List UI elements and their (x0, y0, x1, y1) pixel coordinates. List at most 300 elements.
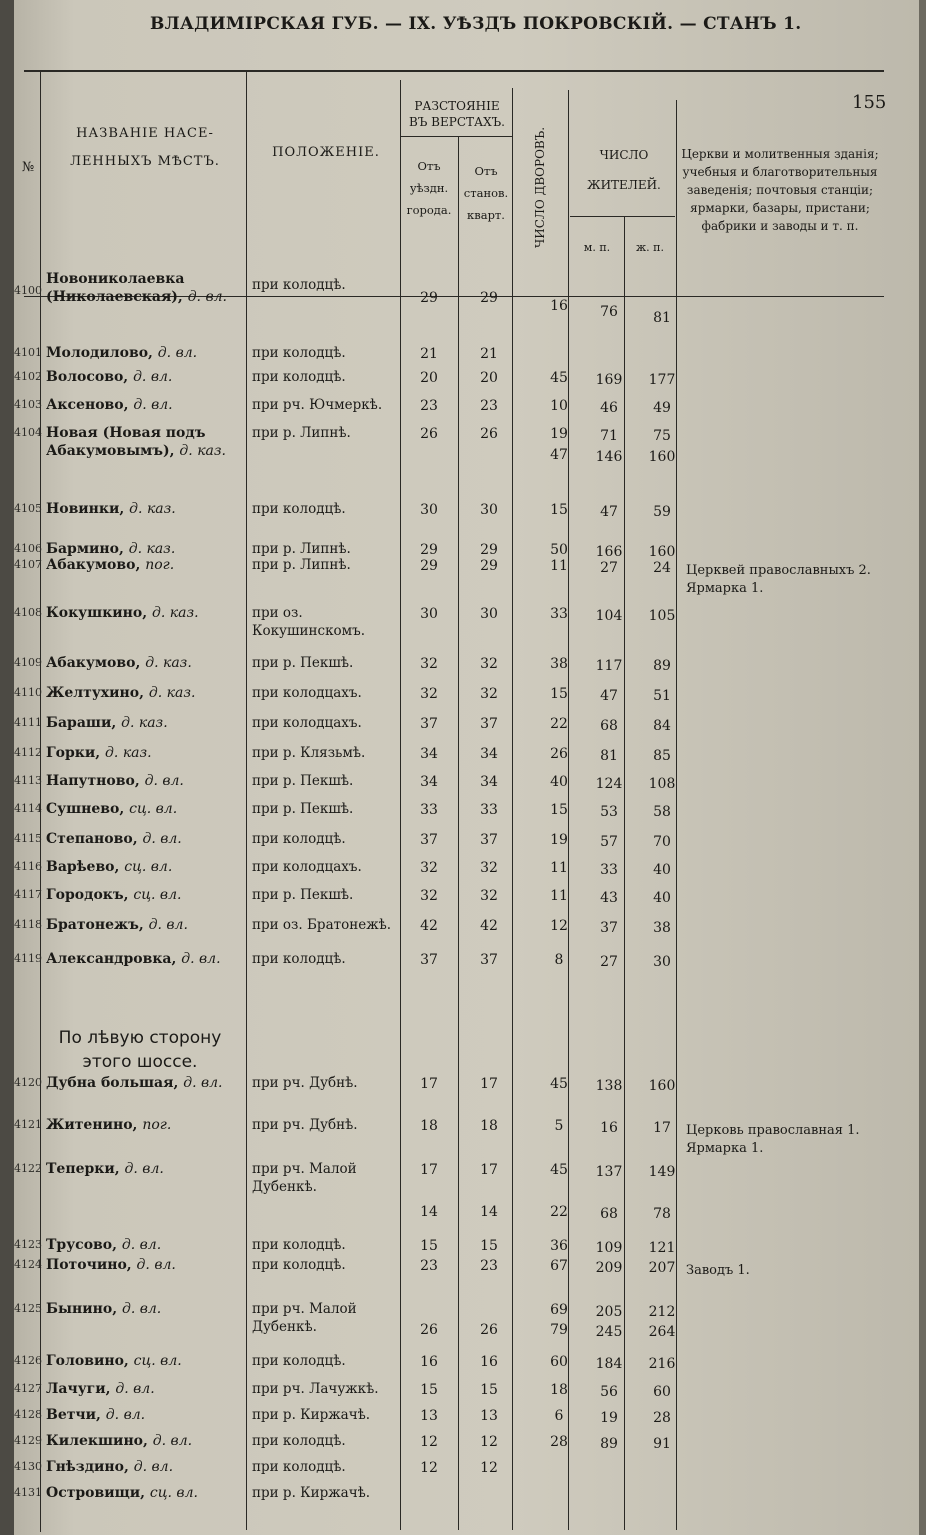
row-number: 4130 (14, 1460, 42, 1473)
female-count: 91 (653, 1436, 671, 1452)
col-households-header: ЧИСЛО ДВОРОВЪ. (533, 126, 547, 248)
row-number: 4123 (14, 1238, 42, 1251)
row-number: 4127 (14, 1382, 42, 1395)
place-kind: д. вл. (105, 1407, 146, 1423)
table-row (14, 772, 884, 794)
row-number: 4104 (14, 426, 42, 439)
place-notes: Церковь православная 1. Ярмарка 1. (686, 1123, 860, 1156)
female-count: 51 (653, 688, 671, 704)
distance-camp: 23 (480, 398, 498, 414)
place-name: Новониколаевка (Николаевская), д. вл. (46, 271, 227, 305)
place-kind: сц. вл. (133, 1353, 182, 1369)
female-count: 81 (653, 310, 671, 326)
place-position: при р. Пекшѣ. (252, 655, 354, 671)
distance-town: 17 (420, 1162, 438, 1178)
male-count: 169 (595, 372, 623, 388)
distance-camp: 17 (480, 1162, 498, 1178)
households: 15 (550, 802, 568, 818)
row-number: 4109 (14, 656, 42, 669)
place-kind: пог. (142, 1117, 172, 1133)
place-position: при колодцѣ. (252, 369, 346, 385)
place-position: при р. Липнѣ. (252, 541, 351, 557)
female-count: 28 (653, 1410, 671, 1426)
distance-town: 16 (420, 1354, 438, 1370)
households: 5 (554, 1118, 564, 1134)
male-count: 47 (600, 688, 618, 704)
place-kind: д. вл. (152, 1433, 193, 1449)
female-count: 105 (648, 608, 676, 624)
table-row (14, 1202, 884, 1224)
male-count: 71 (600, 428, 618, 444)
distance-town: 20 (420, 370, 438, 386)
place-position: при р. Пекшѣ. (252, 773, 354, 789)
distance-town: 26 (420, 1322, 438, 1338)
female-count: 38 (653, 920, 671, 936)
households: 26 (550, 746, 568, 762)
section-heading-line2: этого шоссе. (82, 1052, 198, 1072)
place-position: при р. Пекшѣ. (252, 801, 354, 817)
place-name (46, 772, 246, 790)
place-position: при колодцахъ. (252, 859, 362, 875)
table-row (14, 1256, 884, 1278)
col-notes-header: Церкви и молитвенныя зданія; учебныя и благотворительныя заведенія; почтовыя станціи; ярмарки, базары, пристани; фабрики и заводы и т. п. (681, 147, 879, 233)
distance-camp: 14 (480, 1204, 498, 1220)
distance-camp: 26 (480, 1322, 498, 1338)
place-name (46, 1160, 246, 1178)
households: 60 (550, 1354, 568, 1370)
male-count: 46 (600, 400, 618, 416)
row-number: 4116 (14, 860, 42, 873)
place-kind: сц. вл. (149, 1485, 198, 1501)
distance-town: 23 (420, 398, 438, 414)
col-male-header: м. п. (583, 241, 611, 254)
place-name (46, 1406, 246, 1424)
section-heading (40, 1026, 240, 1074)
male-count: 19 (600, 1410, 618, 1426)
male-count: 27 (600, 560, 618, 576)
place-position: при р. Киржачѣ. (252, 1407, 371, 1423)
male-count: 104 (595, 608, 623, 624)
distance-town: 12 (420, 1434, 438, 1450)
inhabitants-subrule (570, 216, 675, 217)
table-row (14, 916, 884, 938)
place-name-text: Килекшино, (46, 1433, 148, 1449)
households: 36 (550, 1238, 568, 1254)
place-name (46, 950, 246, 968)
households: 79 (550, 1322, 568, 1338)
households: 6 (554, 1408, 564, 1424)
table-row (14, 1074, 884, 1096)
place-position: при оз. Кокушинскомъ. (252, 605, 366, 639)
male-count: 184 (595, 1356, 623, 1372)
place-name (46, 604, 246, 622)
distance-town: 32 (420, 656, 438, 672)
place-kind: д. вл. (121, 1301, 162, 1317)
distance-town: 34 (420, 774, 438, 790)
distance-subrule (400, 136, 512, 137)
place-kind: д. вл. (142, 831, 182, 847)
distance-camp: 37 (480, 716, 498, 732)
place-position: при колодцѣ. (252, 1433, 346, 1449)
households: 47 (550, 447, 568, 463)
row-number: 4121 (14, 1118, 42, 1131)
place-kind: д. вл. (183, 1075, 223, 1091)
distance-camp: 20 (480, 370, 498, 386)
female-count: 58 (653, 804, 671, 820)
place-position: при колодцѣ. (252, 345, 346, 361)
female-count: 121 (648, 1240, 676, 1256)
households: 67 (550, 1258, 568, 1274)
place-kind: д. каз. (148, 685, 196, 701)
female-count: 78 (653, 1206, 671, 1222)
place-kind: д. каз. (145, 655, 192, 671)
place-position: при оз. Братонежѣ. (252, 917, 392, 933)
place-name (46, 1116, 246, 1134)
place-kind: д. каз. (152, 605, 199, 621)
row-number: 4125 (14, 1302, 42, 1315)
table-row (14, 445, 884, 467)
row-number: 4120 (14, 1076, 42, 1089)
place-position: при колодцѣ. (252, 501, 346, 517)
place-name-text: Головино, (46, 1353, 129, 1369)
distance-camp: 23 (480, 1258, 498, 1274)
place-position: при рч. Ючмеркѣ. (252, 397, 383, 413)
place-kind: д. каз. (121, 715, 168, 731)
female-count: 17 (653, 1120, 671, 1136)
female-count: 75 (653, 428, 671, 444)
row-number: 4110 (14, 686, 42, 699)
place-name-text: Аксеново, (46, 397, 129, 413)
place-name (46, 916, 246, 934)
distance-town: 29 (420, 542, 438, 558)
place-name-text: Лачуги, (46, 1381, 111, 1397)
place-notes: Заводъ 1. (686, 1263, 750, 1278)
row-number: 4117 (14, 888, 42, 901)
row-number: 4113 (14, 774, 42, 787)
households: 10 (550, 398, 568, 414)
row-number: 4129 (14, 1434, 42, 1447)
distance-camp: 37 (480, 832, 498, 848)
col-distance-header: РАЗСТОЯНІЕ ВЪ ВЕРСТАХЪ. (409, 99, 505, 129)
female-count: 207 (648, 1260, 676, 1276)
male-count: 33 (600, 862, 618, 878)
distance-camp: 18 (480, 1118, 498, 1134)
place-name-text: Бараши, (46, 715, 117, 731)
female-count: 216 (648, 1356, 676, 1372)
distance-town: 15 (420, 1382, 438, 1398)
distance-camp: 29 (480, 290, 498, 306)
female-count: 160 (648, 1078, 676, 1094)
place-name-text: Степаново, (46, 831, 138, 847)
male-count: 68 (600, 718, 618, 734)
place-kind: д. вл. (115, 1381, 155, 1397)
distance-camp: 29 (480, 542, 498, 558)
place-position: при р. Клязьмѣ. (252, 745, 366, 761)
place-notes: Церквей православныхъ 2. Ярмарка 1. (686, 563, 871, 596)
distance-town: 12 (420, 1460, 438, 1476)
place-position: при р. Липнѣ. (252, 425, 351, 441)
row-number: 4118 (14, 918, 42, 931)
female-count: 160 (648, 449, 676, 465)
col-inhabitants-header: ЧИСЛО ЖИТЕЛЕЙ. (587, 148, 661, 192)
place-name (46, 714, 246, 732)
table-row (14, 1484, 884, 1506)
table-row (14, 556, 884, 596)
place-position: при рч. Дубнѣ. (252, 1075, 358, 1091)
row-number: 4111 (14, 716, 42, 729)
place-kind: д. каз. (105, 745, 152, 761)
distance-town: 42 (420, 918, 438, 934)
place-name-text: Бармино, (46, 541, 124, 557)
place-position: при рч. Дубнѣ. (252, 1117, 358, 1133)
households: 11 (550, 860, 568, 876)
distance-town: 23 (420, 1258, 438, 1274)
place-name (46, 1484, 246, 1502)
table-row (14, 368, 884, 390)
table-row (14, 604, 884, 639)
row-number: 4131 (14, 1486, 42, 1499)
place-name-text: Братонежъ, (46, 917, 144, 933)
male-count: 166 (595, 544, 623, 560)
households: 40 (550, 774, 568, 790)
row-number: 4126 (14, 1354, 42, 1367)
place-name-text: Кокушкино, (46, 605, 148, 621)
households: 45 (550, 1076, 568, 1092)
male-count: 205 (595, 1304, 623, 1320)
distance-camp: 30 (480, 502, 498, 518)
page-number: 155 (852, 92, 887, 113)
table-row (14, 744, 884, 766)
place-name (46, 556, 246, 574)
col-from-town-header: Отъ уѣздн. города. (406, 159, 452, 217)
distance-town: 17 (420, 1076, 438, 1092)
distance-camp: 16 (480, 1354, 498, 1370)
female-count: 108 (648, 776, 676, 792)
row-number: 4115 (14, 832, 42, 845)
place-name-text: Островищи, (46, 1485, 146, 1501)
female-count: 40 (653, 862, 671, 878)
place-name (46, 858, 246, 876)
place-name-text: Поточино, (46, 1257, 132, 1273)
female-count: 24 (653, 560, 671, 576)
households: 22 (550, 1204, 568, 1220)
place-position: при колодцѣ. (252, 277, 346, 293)
place-kind: д. вл. (148, 917, 188, 933)
distance-camp: 32 (480, 888, 498, 904)
households: 38 (550, 656, 568, 672)
distance-camp: 12 (480, 1434, 498, 1450)
place-name (46, 1432, 246, 1450)
place-name-text: Сушнево, (46, 801, 125, 817)
households: 33 (550, 606, 568, 622)
table-row (14, 714, 884, 736)
place-kind: д. каз. (179, 443, 226, 459)
distance-town: 37 (420, 716, 438, 732)
households: 11 (550, 888, 568, 904)
distance-town: 29 (420, 290, 438, 306)
male-count: 47 (600, 504, 618, 520)
male-count: 76 (600, 304, 618, 320)
male-count: 68 (600, 1206, 618, 1222)
female-count: 264 (648, 1324, 676, 1340)
table-row (14, 1236, 884, 1258)
table-row (14, 830, 884, 852)
page-header: ВЛАДИМІРСКАЯ ГУБ. — IX. УѢЗДЪ ПОКРОВСКІЙ. — СТАНЪ 1. (150, 14, 802, 34)
distance-town: 34 (420, 746, 438, 762)
male-count: 124 (595, 776, 623, 792)
place-name (46, 1352, 246, 1370)
place-name (46, 830, 246, 848)
table-row (14, 1406, 884, 1428)
distance-town: 37 (420, 832, 438, 848)
place-name-text: Городокъ, (46, 887, 129, 903)
male-count: 81 (600, 748, 618, 764)
distance-town: 33 (420, 802, 438, 818)
female-count: 84 (653, 718, 671, 734)
table-row (14, 396, 884, 418)
distance-town: 14 (420, 1204, 438, 1220)
male-count: 43 (600, 890, 618, 906)
female-count: 85 (653, 748, 671, 764)
place-name-text: Молодилово, (46, 345, 153, 361)
place-name (46, 1458, 246, 1476)
place-kind: д. каз. (129, 501, 176, 517)
table-row (14, 950, 884, 972)
female-count: 40 (653, 890, 671, 906)
table-row (14, 1352, 884, 1374)
place-kind: сц. вл. (124, 859, 173, 875)
male-count: 53 (600, 804, 618, 820)
households: 18 (550, 1382, 568, 1398)
female-count: 149 (648, 1164, 676, 1180)
place-name (46, 654, 246, 672)
place-position: при колодцѣ. (252, 1353, 346, 1369)
table-row (14, 1432, 884, 1454)
place-name-text: Желтухино, (46, 685, 144, 701)
place-kind: сц. вл. (129, 801, 178, 817)
place-name-text: Абакумово, (46, 655, 141, 671)
place-name-text: Абакумово, (46, 557, 141, 573)
table-row (14, 344, 884, 366)
male-count: 138 (595, 1078, 623, 1094)
distance-town: 15 (420, 1238, 438, 1254)
distance-camp: 15 (480, 1382, 498, 1398)
male-count: 109 (595, 1240, 623, 1256)
table-row (14, 886, 884, 908)
distance-town: 26 (420, 426, 438, 442)
male-count: 56 (600, 1384, 618, 1400)
row-number: 4122 (14, 1162, 42, 1175)
row-number: 4101 (14, 346, 42, 359)
male-count: 117 (595, 658, 623, 674)
table-top-rule (24, 70, 884, 72)
place-name (46, 1074, 246, 1092)
place-name (46, 368, 246, 386)
distance-camp: 29 (480, 558, 498, 574)
distance-town: 32 (420, 860, 438, 876)
section-heading-line1: По лѣвую сторону (58, 1028, 222, 1048)
table-row (14, 654, 884, 676)
row-number: 4103 (14, 398, 42, 411)
male-count: 57 (600, 834, 618, 850)
households: 8 (554, 952, 564, 968)
male-count: 137 (595, 1164, 623, 1180)
place-name-text: Новинки, (46, 501, 125, 517)
col-number-header: № (21, 160, 35, 175)
distance-camp: 17 (480, 1076, 498, 1092)
place-position: при р. Киржачѣ. (252, 1485, 371, 1501)
place-position: при рч. Лачужкѣ. (252, 1381, 379, 1397)
households: 45 (550, 370, 568, 386)
place-position: при колодцѣ. (252, 831, 346, 847)
households: 19 (550, 426, 568, 442)
place-name (46, 744, 246, 762)
place-name-text: Трусово, (46, 1237, 117, 1253)
male-count: 37 (600, 920, 618, 936)
col-name-header: НАЗВАНІЕ НАСЕ-ЛЕННЫХЪ МѢСТЪ. (70, 126, 220, 169)
place-position: при колодцахъ. (252, 685, 362, 701)
table-row (14, 800, 884, 822)
place-position: при колодцѣ. (252, 951, 346, 967)
place-kind: пог. (145, 557, 175, 573)
place-name (46, 1300, 246, 1318)
distance-camp: 15 (480, 1238, 498, 1254)
place-name-text: Дубна большая, (46, 1075, 179, 1091)
place-kind: д. вл. (133, 1459, 174, 1475)
households: 45 (550, 1162, 568, 1178)
distance-camp: 34 (480, 774, 498, 790)
distance-town: 21 (420, 346, 438, 362)
distance-camp: 32 (480, 686, 498, 702)
place-kind: д. вл. (133, 397, 173, 413)
male-count: 89 (600, 1436, 618, 1452)
table-row (14, 500, 884, 522)
place-name (46, 396, 246, 414)
distance-town: 18 (420, 1118, 438, 1134)
place-position: при р. Пекшѣ. (252, 887, 354, 903)
place-name-text: Гнѣздино, (46, 1459, 129, 1475)
households: 69 (550, 1302, 568, 1318)
book-gutter (0, 0, 14, 1535)
distance-camp: 13 (480, 1408, 498, 1424)
households: 15 (550, 686, 568, 702)
table-row (14, 1320, 884, 1342)
place-kind: д. вл. (121, 1237, 162, 1253)
distance-town: 32 (420, 686, 438, 702)
place-name-text: Варѣево, (46, 859, 120, 875)
row-number: 4100 (14, 284, 42, 297)
table-row (14, 858, 884, 880)
households: 12 (550, 918, 568, 934)
place-kind: д. вл. (144, 773, 184, 789)
distance-town: 29 (420, 558, 438, 574)
distance-town: 37 (420, 952, 438, 968)
place-kind: д. вл. (133, 369, 173, 385)
male-count: 27 (600, 954, 618, 970)
place-position: при рч. Малой Дубенкѣ. (252, 1161, 357, 1195)
row-number: 4128 (14, 1408, 42, 1421)
row-number: 4108 (14, 606, 42, 619)
place-position: при р. Липнѣ. (252, 557, 351, 573)
male-count: 146 (595, 449, 623, 465)
female-count: 60 (653, 1384, 671, 1400)
row-number: 4106 (14, 542, 42, 555)
female-count: 30 (653, 954, 671, 970)
place-name (46, 344, 246, 362)
place-kind: д. вл. (136, 1257, 176, 1273)
households: 16 (550, 298, 568, 314)
place-position: при колодцѣ. (252, 1237, 346, 1253)
